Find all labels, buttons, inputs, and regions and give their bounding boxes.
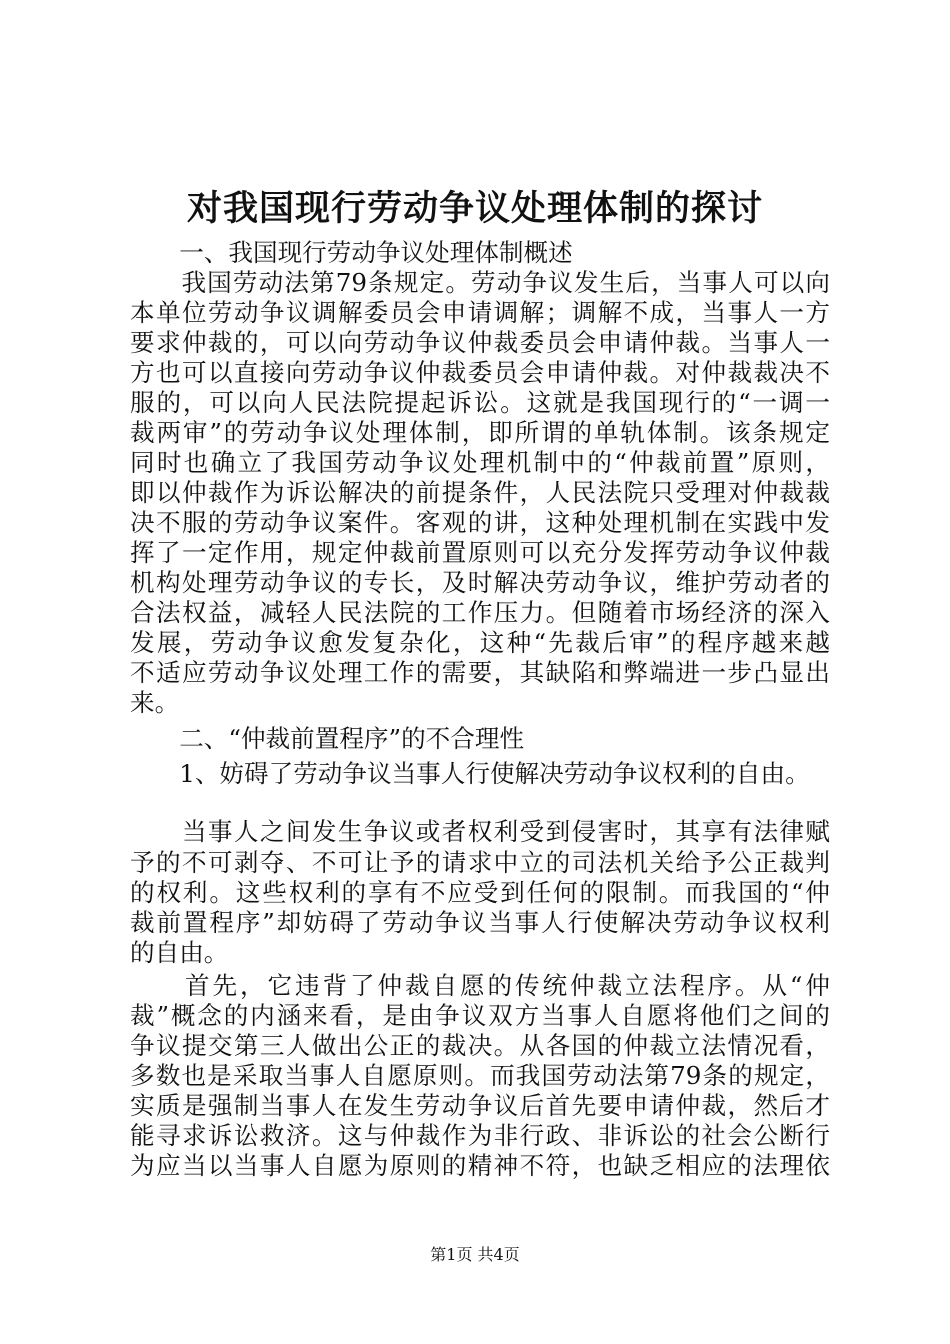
paragraph-line: 挥了一定作用，规定仲裁前置原则可以充分发挥劳动争议仲裁 — [130, 538, 830, 567]
paragraph-line: 服的，可以向人民法院提起诉讼。这就是我国现行的“一调一 — [130, 388, 830, 417]
paragraph-line: 方也可以直接向劳动争议仲裁委员会申请仲裁。对仲裁裁决不 — [130, 358, 830, 387]
paragraph-line: 予的不可剥夺、不可让予的请求中立的司法机关给予公正裁判 — [130, 848, 830, 877]
paragraph-line: 来。 — [130, 688, 180, 717]
paragraph-line: 决不服的劳动争议案件。客观的讲，这种处理机制在实践中发 — [130, 508, 830, 537]
paragraph-line: 合法权益，减轻人民法院的工作压力。但随着市场经济的深入 — [130, 598, 830, 627]
paragraph-line: 的权利。这些权利的享有不应受到任何的限制。而我国的“仲 — [130, 878, 830, 907]
paragraph-line: 我国劳动法第79条规定。劳动争议发生后，当事人可以向 — [130, 268, 830, 297]
document-title: 对我国现行劳动争议处理体制的探讨 — [186, 188, 763, 229]
paragraph-line: 多数也是采取当事人自愿原则。而我国劳动法第79条的规定， — [130, 1061, 830, 1090]
paragraph-line: 裁两审”的劳动争议处理体制，即所谓的单轨体制。该条规定 — [130, 418, 830, 447]
paragraph-line: 同时也确立了我国劳动争议处理机制中的“仲裁前置”原则， — [130, 448, 830, 477]
section-heading: 一、我国现行劳动争议处理体制概述 — [130, 238, 573, 267]
paragraph-line: 的自由。 — [130, 938, 229, 967]
paragraph-line: 机构处理劳动争议的专长，及时解决劳动争议，维护劳动者的 — [130, 568, 830, 597]
paragraph-line: 为应当以当事人自愿为原则的精神不符，也缺乏相应的法理依 — [130, 1151, 830, 1180]
subsection-heading: 1、妨碍了劳动争议当事人行使解决劳动争议权利的自由。 — [130, 759, 810, 788]
paragraph-line: 当事人之间发生争议或者权利受到侵害时，其享有法律赋 — [130, 817, 830, 846]
paragraph-line: 首先，它违背了仲裁自愿的传统仲裁立法程序。从“仲 — [130, 971, 830, 1000]
paragraph-line: 能寻求诉讼救济。这与仲裁作为非行政、非诉讼的社会公断行 — [130, 1121, 830, 1150]
paragraph-line: 本单位劳动争议调解委员会申请调解；调解不成，当事人一方 — [130, 298, 830, 327]
paragraph-line: 不适应劳动争议处理工作的需要，其缺陷和弊端进一步凸显出 — [130, 658, 830, 687]
paragraph-line: 裁”概念的内涵来看，是由争议双方当事人自愿将他们之间的 — [130, 1001, 830, 1030]
page-footer: 第1页 共4页 — [430, 1245, 520, 1264]
paragraph-line: 实质是强制当事人在发生劳动争议后首先要申请仲裁，然后才 — [130, 1091, 830, 1120]
section-heading: 二、“仲裁前置程序”的不合理性 — [130, 724, 525, 753]
paragraph-line: 争议提交第三人做出公正的裁决。从各国的仲裁立法情况看， — [130, 1031, 830, 1060]
paragraph-line: 裁前置程序”却妨碍了劳动争议当事人行使解决劳动争议权利 — [130, 908, 830, 937]
paragraph-line: 发展，劳动争议愈发复杂化，这种“先裁后审”的程序越来越 — [130, 628, 830, 657]
paragraph-line: 即以仲裁作为诉讼解决的前提条件，人民法院只受理对仲裁裁 — [130, 478, 830, 507]
paragraph-line: 要求仲裁的，可以向劳动争议仲裁委员会申请仲裁。当事人一 — [130, 328, 830, 357]
